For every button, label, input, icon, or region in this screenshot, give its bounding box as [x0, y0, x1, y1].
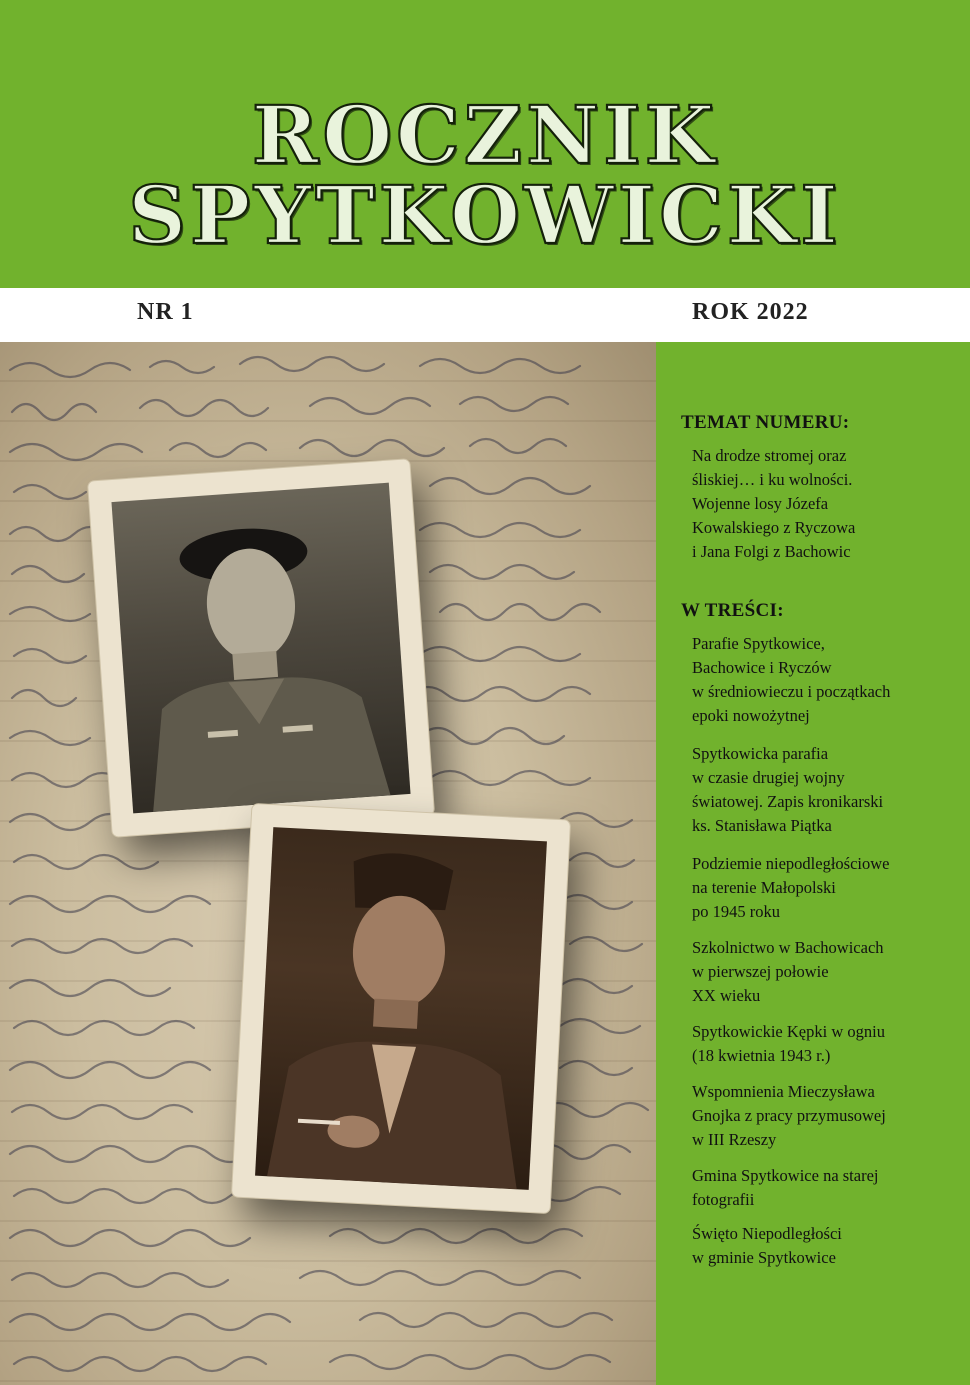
soldier-beret-illustration: [111, 483, 410, 814]
toc-line: po 1945 roku: [692, 902, 780, 921]
toc-line: Podziemie niepodległościowe: [692, 854, 890, 873]
issue-number: NR 1: [137, 299, 194, 325]
feature-line: i Jana Folgi z Bachowic: [692, 542, 851, 561]
toc-item: [692, 632, 962, 728]
toc-line: epoki nowożytnej: [692, 706, 810, 725]
toc-item: [692, 1020, 962, 1068]
toc-line: Gmina Spytkowice na starej: [692, 1166, 879, 1185]
toc-item: [692, 852, 962, 924]
portrait-photo-cap: [232, 804, 570, 1213]
photo-image-area: [111, 483, 410, 814]
toc-line: Bachowice i Ryczów: [692, 658, 832, 677]
feature-line: śliskiej… i ku wolności.: [692, 470, 853, 489]
toc-line: w III Rzeszy: [692, 1130, 777, 1149]
toc-line: fotografii: [692, 1190, 755, 1209]
contents-heading: W TREŚCI:: [681, 600, 784, 621]
toc-line: Parafie Spytkowice,: [692, 634, 825, 653]
feature-line: Kowalskiego z Ryczowa: [692, 518, 856, 537]
toc-line: Święto Niepodległości: [692, 1224, 842, 1243]
toc-line: Szkolnictwo w Bachowicach: [692, 938, 884, 957]
toc-line: w czasie drugiej wojny: [692, 768, 845, 787]
magazine-title-line-2: SPYTKOWICKI: [128, 168, 842, 262]
photo-image-area: [255, 827, 547, 1190]
cover-header: [0, 0, 970, 288]
feature-summary: [692, 444, 962, 564]
toc-line: w średniowieczu i początkach: [692, 682, 891, 701]
soldier-cap-illustration: [255, 827, 547, 1190]
toc-line: światowej. Zapis kronikarski: [692, 792, 884, 811]
toc-line: XX wieku: [692, 986, 761, 1005]
toc-item: [692, 1164, 962, 1212]
magazine-title-line-1: ROCZNIK: [251, 88, 719, 182]
issue-strip: [0, 288, 970, 342]
toc-line: w pierwszej połowie: [692, 962, 829, 981]
toc-item: [692, 742, 962, 838]
contents-sidebar: [656, 342, 970, 1385]
issue-year: ROK 2022: [692, 299, 809, 325]
toc-line: (18 kwietnia 1943 r.): [692, 1046, 831, 1065]
toc-line: ks. Stanisława Piątka: [692, 816, 832, 835]
feature-line: Wojenne losy Józefa: [692, 494, 829, 513]
feature-line: Na drodze stromej oraz: [692, 446, 847, 465]
portrait-photo-beret: [88, 459, 434, 837]
toc-line: Wspomnienia Mieczysława: [692, 1082, 875, 1101]
toc-line: Spytkowickie Kępki w ogniu: [692, 1022, 885, 1041]
feature-heading: TEMAT NUMERU:: [681, 412, 850, 433]
toc-item: [692, 936, 962, 1008]
toc-line: w gminie Spytkowice: [692, 1248, 836, 1267]
toc-item: [692, 1080, 962, 1152]
toc-line: Gnojka z pracy przymusowej: [692, 1106, 886, 1125]
toc-item: [692, 1222, 962, 1270]
toc-line: Spytkowicka parafia: [692, 744, 829, 763]
toc-line: na terenie Małopolski: [692, 878, 836, 897]
